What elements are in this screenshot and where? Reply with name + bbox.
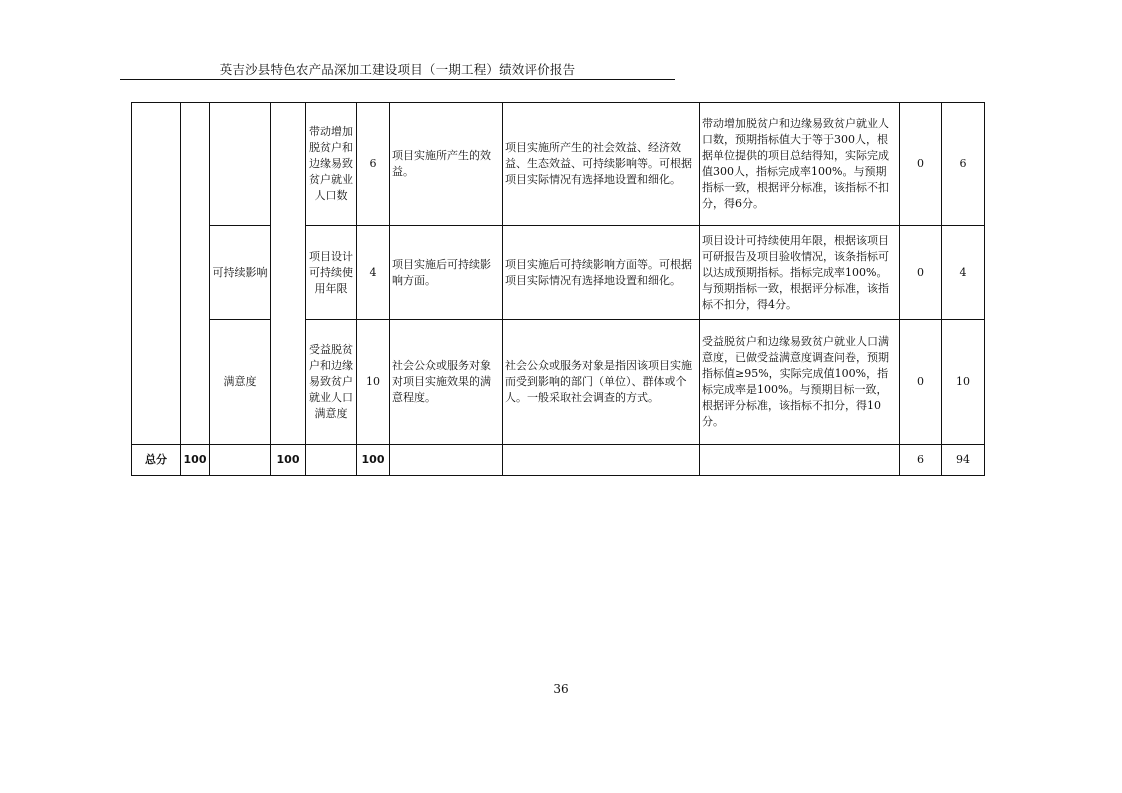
indicator-explanation: 社会公众或服务对象对项目实施效果的满意程度。	[390, 320, 503, 445]
final-score: 6	[942, 103, 985, 226]
scoring-criteria: 项目实施所产生的社会效益、经济效益、生态效益、可持续影响等。可根据项目实际情况有选择地设置和细化。	[503, 103, 700, 226]
page-number: 36	[553, 682, 569, 696]
indicator-explanation: 项目实施后可持续影响方面。	[390, 226, 503, 320]
total-empty-cell	[700, 445, 900, 476]
scoring-analysis: 受益脱贫户和边缘易致贫户就业人口满意度，已做受益满意度调查问卷，预期指标值≥95%，实际完成值100%，指标完成率是100%。与预期目标一致，根据评分标准，该指标不扣分，得10分。	[700, 320, 900, 445]
table-row	[132, 103, 985, 226]
level2-indicator-cell	[210, 103, 271, 226]
table-row	[132, 226, 985, 320]
level2-score-cell	[271, 103, 306, 445]
deduction-value: 0	[900, 103, 942, 226]
total-level3-score: 100	[357, 445, 390, 476]
final-score: 4	[942, 226, 985, 320]
scoring-analysis: 项目设计可持续使用年限，根据该项目可研报告及项目验收情况，该条指标可以达成预期指标。指标完成率100%。与预期指标一致，根据评分标准，该指标不扣分，得4分。	[700, 226, 900, 320]
indicator-score: 6	[357, 103, 390, 226]
final-score: 10	[942, 320, 985, 445]
total-level1-score: 100	[181, 445, 210, 476]
indicator-score: 10	[357, 320, 390, 445]
indicator-name: 受益脱贫户和边缘易致贫户就业人口满意度	[306, 320, 357, 445]
total-empty-cell	[503, 445, 700, 476]
total-deduction: 6	[900, 445, 942, 476]
indicator-name: 项目设计可持续使用年限	[306, 226, 357, 320]
total-final-score: 94	[942, 445, 985, 476]
total-row	[132, 445, 985, 476]
indicator-score: 4	[357, 226, 390, 320]
level1-score-cell	[181, 103, 210, 445]
indicator-name: 带动增加脱贫户和边缘易致贫户就业人口数	[306, 103, 357, 226]
report-title: 英吉沙县特色农产品深加工建设项目（一期工程）绩效评价报告	[219, 62, 576, 77]
scoring-analysis: 带动增加脱贫户和边缘易致贫户就业人口数，预期指标值大于等于300人，根据单位提供的项目总结得知，实际完成值300人，指标完成率100%。与预期指标一致，根据评分标准，该指标不扣分，得6分。	[700, 103, 900, 226]
scoring-criteria: 项目实施后可持续影响方面等。可根据项目实际情况有选择地设置和细化。	[503, 226, 700, 320]
scoring-criteria: 社会公众或服务对象是指因该项目实施而受到影响的部门（单位）、群体或个人。一般采取社会调查的方式。	[503, 320, 700, 445]
header-divider	[120, 79, 675, 80]
level2-indicator-cell: 满意度	[210, 320, 271, 445]
level1-indicator-cell	[132, 103, 181, 445]
total-empty-cell	[210, 445, 271, 476]
table-row	[132, 320, 985, 445]
deduction-value: 0	[900, 226, 942, 320]
indicator-explanation: 项目实施所产生的效益。	[390, 103, 503, 226]
total-level2-score: 100	[271, 445, 306, 476]
total-label: 总分	[132, 445, 181, 476]
deduction-value: 0	[900, 320, 942, 445]
evaluation-table	[131, 102, 985, 476]
total-empty-cell	[390, 445, 503, 476]
total-empty-cell	[306, 445, 357, 476]
level2-indicator-cell: 可持续影响	[210, 226, 271, 320]
